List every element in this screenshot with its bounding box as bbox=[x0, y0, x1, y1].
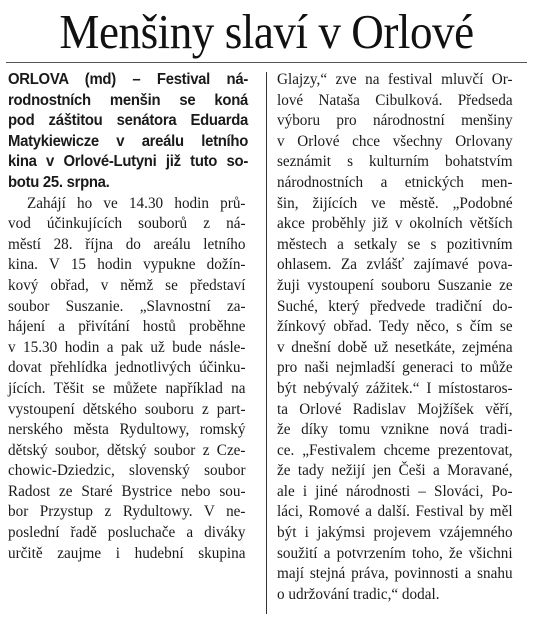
body-line: nerského města Rydultowy, romský bbox=[8, 421, 246, 439]
body-line: Glajzy,“ zve na festival mluvčí Or- bbox=[277, 71, 513, 88]
body-line: Suché, který předvede tradiční do- bbox=[277, 297, 513, 315]
body-line: dětský soubor, dětský soubor z Cze- bbox=[8, 441, 246, 459]
body-line: dovat přehlídka jednotlivých účinku- bbox=[8, 359, 246, 377]
body-line: akce proběhly již v okolních větších bbox=[277, 215, 513, 233]
lead-paragraph bbox=[8, 70, 258, 194]
body-line: kina. V 15 hodin vypukne dožín- bbox=[8, 256, 246, 274]
body-line: žínkový obřad. Tedy něco, s čím se bbox=[277, 318, 513, 336]
body-line: soubor Suszanie. „Slavnostní za- bbox=[8, 297, 246, 315]
body-line: Radost ze Staré Bystrice nebo sou- bbox=[8, 482, 246, 500]
body-line: určitě zaujme i hudební skupina bbox=[8, 544, 246, 562]
article-right-column bbox=[277, 70, 513, 605]
lead-line: botu 25. srpna. bbox=[8, 173, 110, 191]
article-left-column bbox=[8, 70, 258, 564]
body-line: že tady nežijí jen Češi a Moravané, bbox=[277, 462, 513, 480]
body-line: být i jakýmsi projevem vzájemného bbox=[277, 524, 513, 542]
body-line: kový obřad, v němž se představí bbox=[8, 276, 246, 294]
body-paragraph bbox=[8, 194, 246, 565]
body-line: o udržování tradic,“ dodal. bbox=[277, 585, 440, 603]
body-line: jících. Těšit se můžete například na bbox=[8, 379, 246, 397]
headline-rule bbox=[6, 62, 527, 63]
body-line: pro naši nejmladší generaci to může bbox=[277, 359, 513, 377]
lead-line: ORLOVA (md) – Festival ná- bbox=[8, 71, 248, 88]
body-line: výboru pro národnostní menšiny bbox=[277, 112, 513, 130]
body-line: chowic-Dziedzic, slovenský soubor bbox=[8, 462, 246, 480]
body-line: ta Orlové Radislav Mojžíšek věří, bbox=[277, 400, 513, 418]
lead-line: rodnostních menšin se koná bbox=[8, 91, 248, 109]
body-line: městech a setkaly se s pozitivním bbox=[277, 235, 513, 253]
body-line: ale i jiné národnosti – Slováci, Po- bbox=[277, 482, 513, 500]
body-line: národnostních a etnických men- bbox=[277, 173, 513, 191]
lead-line: Matykiewicze v areálu letního bbox=[8, 132, 248, 150]
body-line: žuji vystoupení souboru Suszanie ze bbox=[277, 276, 513, 294]
body-line: vystoupení dětského souboru z part- bbox=[8, 400, 246, 418]
lead-line: pod záštitou senátora Eduarda bbox=[8, 112, 248, 130]
body-line: být nebývalý zážitek.“ I místostaros- bbox=[277, 379, 513, 397]
body-line: že díky tomu vznikne nová tradi- bbox=[277, 421, 513, 439]
body-line: v 15.30 hodin a pak už bude násle- bbox=[8, 338, 246, 356]
body-line: šin, žijících ve městě. „Podobné bbox=[277, 194, 513, 212]
body-line: městí 28. října do areálu letního bbox=[8, 235, 246, 253]
body-line: láci, Romové a další. Festival by měl bbox=[277, 503, 513, 521]
lead-line: kina v Orlové-Lutyni již tuto so- bbox=[8, 153, 248, 171]
body-line: mají stejná práva, povinnosti a snahu bbox=[277, 565, 513, 583]
body-line: hájení a přivítání hostů proběhne bbox=[8, 318, 246, 336]
body-line: v Orlové chce všechny Orlovany bbox=[277, 132, 513, 150]
body-line: ohlasem. Za zvlášť zajímavé pova- bbox=[277, 256, 513, 274]
column-divider bbox=[266, 72, 267, 614]
body-line: soužití a potvrzením toho, že všichni bbox=[277, 544, 513, 562]
body-line: lové Nataša Cibulková. Předseda bbox=[277, 91, 513, 109]
body-line: bor Przystup z Rydultowy. V ne- bbox=[8, 503, 246, 521]
body-line: Zahájí ho ve 14.30 hodin prů- bbox=[27, 194, 246, 212]
body-line: seznámit s kulturním bohatstvím bbox=[277, 153, 513, 171]
body-line: ce. „Festivalem chceme prezentovat, bbox=[277, 441, 513, 459]
headline: Menšiny slaví v Orlové bbox=[59, 4, 474, 59]
body-line: v dnešní době už nesetkáte, zejména bbox=[277, 338, 513, 356]
body-line: poslední řadě posluchače a diváky bbox=[8, 524, 246, 542]
body-line: vod účinkujících souborů z ná- bbox=[8, 215, 246, 233]
